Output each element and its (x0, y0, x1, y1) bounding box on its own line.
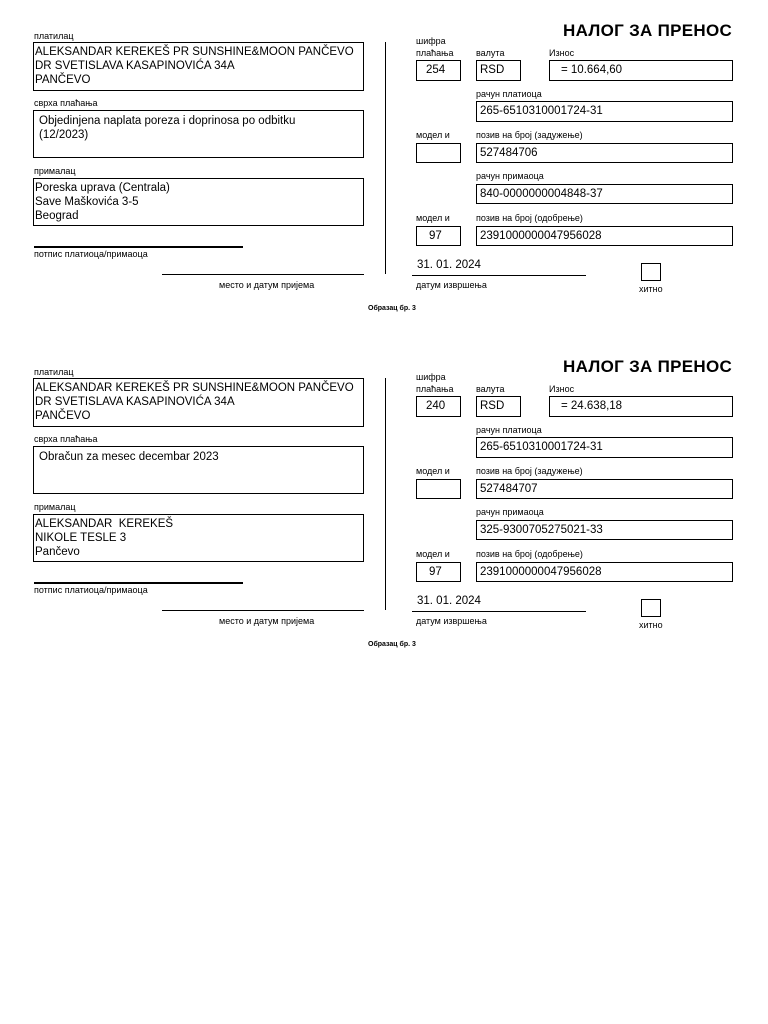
recipient-account-field[interactable]: 325-9300705275021-33 (476, 520, 733, 540)
purpose-field[interactable]: Objedinjena naplata poreza i doprinosa po odbitku (12/2023) (33, 110, 364, 158)
code-label-2: плаћања (416, 384, 454, 394)
recipient-account-field[interactable]: 840-0000000004848-37 (476, 184, 733, 204)
place-date-label: место и датум пријема (219, 280, 315, 290)
ref-debit-label: позив на број (задужење) (476, 466, 583, 476)
ref-debit-field[interactable]: 527484707 (476, 479, 733, 499)
model-debit-field[interactable] (416, 479, 461, 499)
model-label-credit: модел и (416, 549, 450, 559)
currency-label: валута (476, 384, 505, 394)
model-credit-field[interactable]: 97 (416, 226, 461, 246)
amount-label: Износ (549, 48, 575, 58)
exec-date-value: 31. 01. 2024 (417, 595, 481, 607)
urgent-checkbox[interactable] (641, 599, 661, 617)
payer-account-field[interactable]: 265-6510310001724-31 (476, 101, 733, 122)
payer-label: платилац (34, 367, 74, 377)
place-date-label: место и датум пријема (219, 616, 315, 626)
payer-field[interactable]: ALEKSANDAR KEREKEŠ PR SUNSHINE&MOON PANČEVO DR SVETISLAVA KASAPINOVIĆA 34A PANČEVO (33, 378, 364, 427)
model-debit-field[interactable] (416, 143, 461, 163)
amount-field[interactable]: = 24.638,18 (549, 396, 733, 417)
exec-date-label: датум извршења (416, 280, 487, 290)
recipient-label: прималац (34, 502, 76, 512)
purpose-label: сврха плаћања (34, 98, 98, 108)
model-credit-field[interactable]: 97 (416, 562, 461, 582)
code-label-2: плаћања (416, 48, 454, 58)
form-number: Образац бр. 3 (368, 641, 416, 648)
ref-credit-field[interactable]: 2391000000047956028 (476, 562, 733, 582)
purpose-field[interactable]: Obračun za mesec decembar 2023 (33, 446, 364, 494)
form-number: Образац бр. 3 (368, 305, 416, 312)
divider-line (385, 42, 386, 274)
urgent-checkbox[interactable] (641, 263, 661, 281)
amount-field[interactable]: = 10.664,60 (549, 60, 733, 81)
amount-label: Износ (549, 384, 575, 394)
payment-code-field[interactable]: 240 (416, 396, 461, 417)
payment-order-1 (0, 0, 768, 320)
model-label-debit: модел и (416, 130, 450, 140)
signature-label: потпис платиоца/примаоца (34, 585, 148, 595)
payment-code-field[interactable]: 254 (416, 60, 461, 81)
urgent-label: хитно (639, 620, 663, 630)
recipient-account-label: рачун примаоца (476, 171, 544, 181)
signature-label: потпис платиоца/примаоца (34, 249, 148, 259)
ref-credit-field[interactable]: 2391000000047956028 (476, 226, 733, 246)
recipient-account-label: рачун примаоца (476, 507, 544, 517)
divider-line (385, 378, 386, 610)
exec-date-value: 31. 01. 2024 (417, 259, 481, 271)
payment-order-2 (0, 336, 768, 656)
currency-field[interactable]: RSD (476, 60, 521, 81)
place-date-line (162, 610, 364, 611)
place-date-line (162, 274, 364, 275)
currency-field[interactable]: RSD (476, 396, 521, 417)
recipient-label: прималац (34, 166, 76, 176)
recipient-field[interactable]: ALEKSANDAR KEREKEŠ NIKOLE TESLE 3 Pančevo (33, 514, 364, 562)
signature-line (34, 582, 243, 584)
code-label-1: шифра (416, 36, 446, 46)
currency-label: валута (476, 48, 505, 58)
payer-account-field[interactable]: 265-6510310001724-31 (476, 437, 733, 458)
model-label-debit: модел и (416, 466, 450, 476)
payer-account-label: рачун платиоца (476, 425, 542, 435)
payer-field[interactable]: ALEKSANDAR KEREKEŠ PR SUNSHINE&MOON PANČEVO DR SVETISLAVA KASAPINOVIĆA 34A PANČEVO (33, 42, 364, 91)
urgent-label: хитно (639, 284, 663, 294)
ref-debit-label: позив на број (задужење) (476, 130, 583, 140)
exec-date-line (412, 611, 586, 612)
exec-date-label: датум извршења (416, 616, 487, 626)
purpose-label: сврха плаћања (34, 434, 98, 444)
payer-label: платилац (34, 31, 74, 41)
payer-account-label: рачун платиоца (476, 89, 542, 99)
form-title: НАЛОГ ЗА ПРЕНОС (563, 357, 733, 376)
ref-credit-label: позив на број (одобрење) (476, 213, 583, 223)
ref-credit-label: позив на број (одобрење) (476, 549, 583, 559)
model-label-credit: модел и (416, 213, 450, 223)
exec-date-line (412, 275, 586, 276)
form-title: НАЛОГ ЗА ПРЕНОС (563, 21, 733, 40)
signature-line (34, 246, 243, 248)
ref-debit-field[interactable]: 527484706 (476, 143, 733, 163)
code-label-1: шифра (416, 372, 446, 382)
recipient-field[interactable]: Poreska uprava (Centrala) Save Maškovića 3-5 Beograd (33, 178, 364, 226)
